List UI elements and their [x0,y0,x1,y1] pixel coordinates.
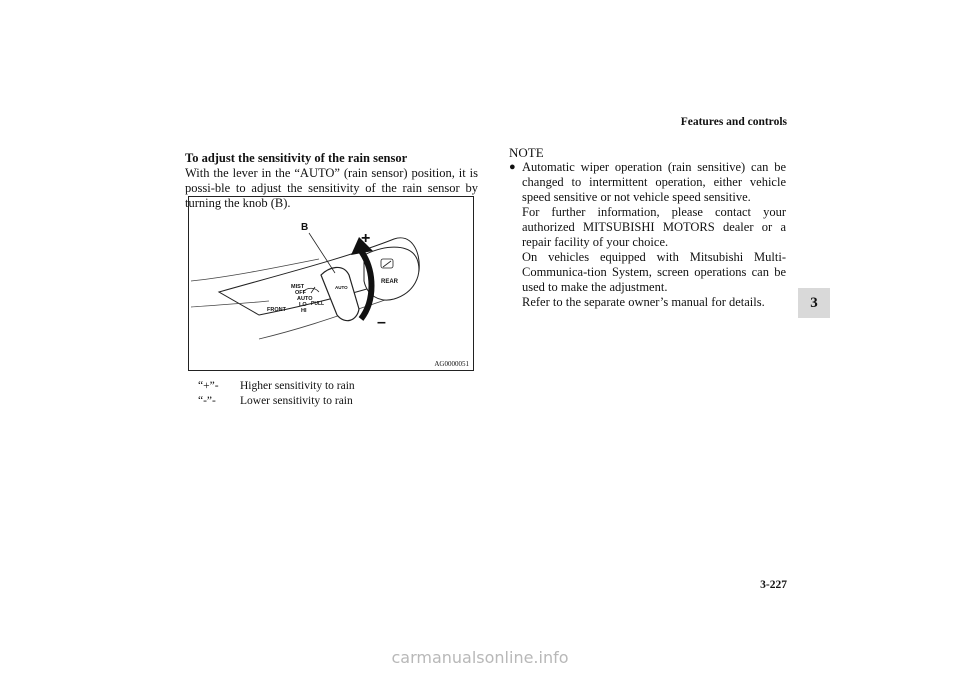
note-item [509,160,786,310]
section-title: To adjust the sensitivity of the rain sensor [185,151,408,165]
bullet-icon: ● [509,161,516,173]
legend-key: “-”- [198,395,216,407]
label-plus: + [361,230,371,247]
section-body: With the lever in the “AUTO” (rain sensor) position, it is possi-ble to adjust the sensitivity of the rain sensor by turning the knob (B). [185,166,478,210]
running-header: Features and controls [680,116,787,128]
label-pull: PULL [311,301,325,307]
label-off: OFF [295,290,306,296]
note-heading: NOTE [509,145,544,160]
legend-row-plus [198,379,355,394]
wiper-lever-figure [188,196,474,371]
page-number: 3-227 [760,579,787,591]
legend-text: Lower sensitivity to rain [240,395,353,407]
label-minus: – [377,314,386,331]
watermark: carmanualsonline.info [391,648,569,667]
note-paragraph: Automatic wiper operation (rain sensitive) can be changed to intermittent operation, either vehicle speed sensitive or not vehicle speed sensitive. [522,160,786,204]
note-block [509,145,786,310]
note-paragraph: Refer to the separate owner’s manual for details. [522,295,765,309]
figure-code: AG0000051 [434,360,469,368]
note-body [522,160,786,310]
label-lo: LO [299,302,307,308]
legend-key: “+”- [198,380,219,392]
figure-legend [198,379,355,409]
label-hi: HI [301,308,307,314]
note-paragraph: On vehicles equipped with Mitsubishi Multi-Communica-tion System, screen operations can be used to make the adjustment. [522,250,786,294]
label-auto: AUTO [297,296,313,302]
label-rear: REAR [381,279,399,285]
legend-row-minus [198,394,355,409]
chapter-tab: 3 [798,288,830,318]
knob-marker-dot [369,283,373,287]
legend-text: Higher sensitivity to rain [240,380,355,392]
label-front: FRONT [267,307,286,313]
note-paragraph: For further information, please contact your authorized MITSUBISHI MOTORS dealer or a repair facility of your choice. [522,205,786,249]
wiper-lever-illustration [189,197,473,370]
label-auto-knob: AUTO [335,285,348,290]
label-b: B [301,222,309,233]
label-mist: MIST [291,284,305,290]
